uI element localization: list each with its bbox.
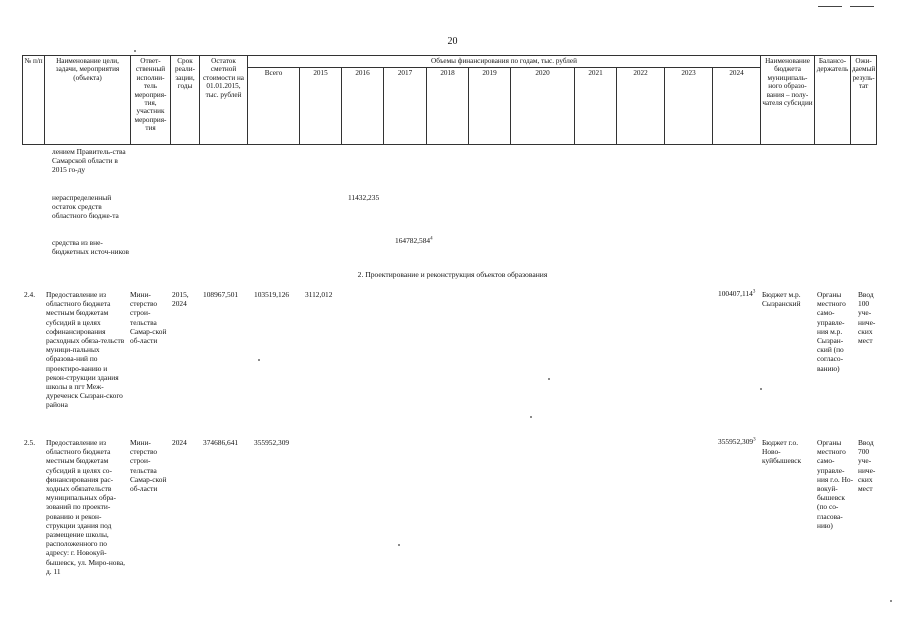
row-term: 2024 xyxy=(172,438,187,447)
header-year: 2021 xyxy=(575,68,617,145)
page-number: 20 xyxy=(447,36,458,47)
header-year: 2019 xyxy=(469,68,511,145)
scan-speck xyxy=(398,544,400,546)
row-name: Предоставление из областного бюджета местным бюджетам субсидий в целях со-финансирования рас-ходных обязательств муниципальных обра-зований по проекти-рованию и рекон-струкции здания под размещение школы, расположенного по адресу: г. Новокуй-бышевск, ул. Миро-нова, д. 11 xyxy=(46,438,126,576)
scan-speck xyxy=(890,600,892,602)
row-year-2024: 100407,114$^3$ xyxy=(718,289,756,298)
scan-speck xyxy=(134,50,136,52)
continuation-text: нераспределенный остаток средств областного бюдже-та xyxy=(52,193,119,221)
row-responsible: Мини-стерство строи-тельства Самар-ской об-ласти xyxy=(130,438,167,494)
continuation-text: лением Правитель-ства Самарской области в 2015 го-ду xyxy=(52,147,126,175)
header-year: 2020 xyxy=(511,68,575,145)
row-budget: Бюджет м.р. Сызранский xyxy=(762,290,801,309)
row-year-2015: 3112,012 xyxy=(305,290,333,299)
scan-speck xyxy=(258,359,260,361)
scan-speck xyxy=(760,388,762,390)
row-number: 2.5. xyxy=(24,438,36,447)
header-name: Наименование цели, задачи, мероприятия (объекта) xyxy=(45,56,131,145)
header-year: 2017 xyxy=(384,68,427,145)
header-year: 2018 xyxy=(427,68,469,145)
continuation-text: средства из вне-бюджетных источ-ников xyxy=(52,238,130,257)
row-year-2024: 355952,309$^3$ xyxy=(718,437,756,446)
row-balance: 108967,501 xyxy=(203,290,239,299)
continuation-value: 11432,235 xyxy=(348,193,380,202)
row-name: Предоставление из областного бюджета местным бюджетам субсидий в целях софинансирования расходных обяза-тельств муници-пальных образова-ний по проектиро-ванию и рекон-струкции здания школы в пгт Меж-дуреченск Сызран-ского района xyxy=(46,290,125,410)
row-balance: 374686,641 xyxy=(203,438,239,447)
header-holder: Балансо-держатель xyxy=(815,56,851,145)
header-term: Срок реали-зации, годы xyxy=(171,56,200,145)
header-year: 2024 xyxy=(713,68,761,145)
header-year: 2015 xyxy=(300,68,342,145)
header-result: Ожи-даемый резуль-тат xyxy=(851,56,877,145)
row-holder: Органы местного само-управле-ния м.р. Сызран-ский (по согласо-ванию) xyxy=(817,290,846,373)
scan-speck xyxy=(530,416,532,418)
row-total: 103519,126 xyxy=(254,290,290,299)
continuation-value: 164782,584$^4$ xyxy=(395,236,433,245)
header-no: № п/п xyxy=(23,56,45,145)
header-year: 2023 xyxy=(665,68,713,145)
row-term: 2015, 2024 xyxy=(172,290,189,309)
row-responsible: Мини-стерство строи-тельства Самар-ской об-ласти xyxy=(130,290,167,346)
row-budget: Бюджет г.о. Ново-куйбышевск xyxy=(762,438,802,466)
scan-mark xyxy=(850,6,874,7)
scan-speck xyxy=(548,378,550,380)
table-header xyxy=(22,55,877,145)
header-year: 2016 xyxy=(342,68,384,145)
header-responsible: Ответ-ственный исполни-тель мероприя-тия, участник мероприя-тия xyxy=(131,56,171,145)
header-year: 2022 xyxy=(617,68,665,145)
row-result: Ввод 100 уче-ниче-ских мест xyxy=(858,290,876,346)
header-balance: Остаток сметной стоимости на 01.01.2015, тыс. рублей xyxy=(200,56,248,145)
header-total: Всего xyxy=(248,68,300,145)
header-funding: Объемы финансирования по годам, тыс. рублей xyxy=(248,56,761,68)
header-budget: Наименование бюджета муниципаль-ного образо-вания – полу-чателя субсидии xyxy=(761,56,815,145)
scan-mark xyxy=(818,6,842,7)
row-number: 2.4. xyxy=(24,290,36,299)
row-holder: Органы местного само-управле-ния г.о. Но-вокуй-бышевск (по со-гласова-нию) xyxy=(817,438,854,530)
section-title: 2. Проектирование и реконструкция объектов образования xyxy=(357,270,548,279)
row-total: 355952,309 xyxy=(254,438,290,447)
row-result: Ввод 700 уче-ниче-ских мест xyxy=(858,438,876,494)
